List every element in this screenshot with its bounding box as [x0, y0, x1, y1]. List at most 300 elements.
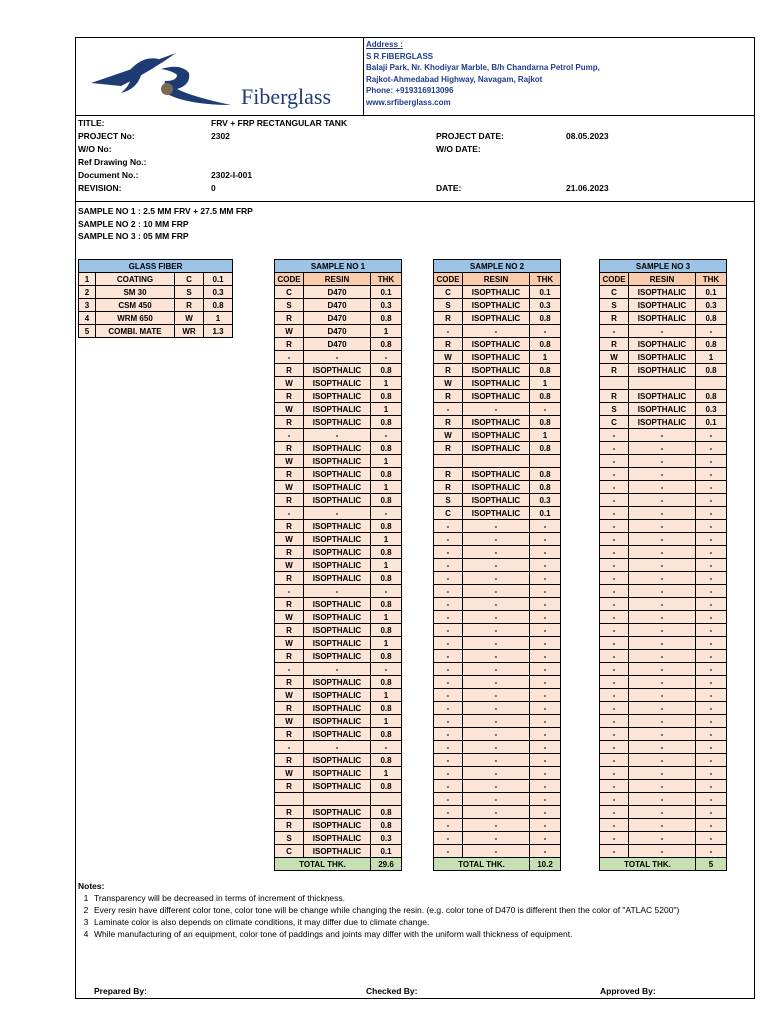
sample-row	[275, 832, 402, 845]
sample-cell: 0.8	[696, 364, 727, 377]
sample-cell: -	[530, 520, 561, 533]
sample-row	[434, 832, 561, 845]
prepared-by-label: Prepared By:	[94, 986, 147, 996]
sample-header-row	[275, 273, 402, 286]
sample-row	[600, 377, 727, 390]
sample-row	[600, 442, 727, 455]
glass-fiber-cell: 3	[79, 299, 96, 312]
sample-cell: 1	[371, 481, 402, 494]
sample-cell: -	[434, 598, 463, 611]
sample-cell: S	[275, 299, 304, 312]
sample-cell: ISOPTHALIC	[629, 351, 696, 364]
sample-row	[600, 351, 727, 364]
sample-cell: 0.8	[371, 494, 402, 507]
sample-cell: W	[275, 403, 304, 416]
sample-cell: -	[371, 741, 402, 754]
sample-cell: 1	[371, 403, 402, 416]
samples-description	[78, 205, 253, 243]
glass-fiber-row	[79, 312, 233, 325]
sample-cell: ISOPTHALIC	[304, 780, 371, 793]
total-row	[600, 858, 727, 871]
sample-cell	[696, 377, 727, 390]
note-text: Laminate color is also depends on climate conditions, it may differ due to climate change.	[94, 917, 430, 927]
sample-cell: -	[696, 533, 727, 546]
column-header: RESIN	[463, 273, 530, 286]
sample-cell: -	[629, 494, 696, 507]
sample-cell: -	[530, 767, 561, 780]
sample-cell: -	[434, 559, 463, 572]
note-item	[78, 904, 754, 916]
sample-cell: -	[463, 546, 530, 559]
sample-cell: R	[275, 780, 304, 793]
sample-cell: ISOPTHALIC	[304, 416, 371, 429]
sample-cell: -	[434, 845, 463, 858]
document-no-label: Document No.:	[78, 170, 139, 180]
column-header: THK	[371, 273, 402, 286]
sample-cell: ISOPTHALIC	[304, 403, 371, 416]
sample-cell: -	[600, 442, 629, 455]
sample-cell: ISOPTHALIC	[304, 468, 371, 481]
sample-row	[275, 715, 402, 728]
sample-row	[434, 715, 561, 728]
sample-row	[600, 598, 727, 611]
sample-row	[434, 754, 561, 767]
revision-label: REVISION:	[78, 183, 122, 193]
sample-cell: ISOPTHALIC	[304, 624, 371, 637]
sample-cell: -	[600, 728, 629, 741]
sample-row	[600, 429, 727, 442]
glass-fiber-cell: 0.8	[204, 299, 233, 312]
sample-row	[275, 286, 402, 299]
sample-cell: -	[600, 572, 629, 585]
address-line: www.srfiberglass.com	[366, 97, 451, 107]
sample-cell: -	[434, 715, 463, 728]
sample-row	[275, 403, 402, 416]
sample-row	[275, 338, 402, 351]
sample-cell: 0.3	[696, 299, 727, 312]
sample-cell	[371, 793, 402, 806]
sample-row	[434, 390, 561, 403]
sample-cell: ISOPTHALIC	[304, 390, 371, 403]
sample-row	[600, 715, 727, 728]
sample-row	[434, 624, 561, 637]
sample-cell: 0.8	[371, 468, 402, 481]
sample-cell: W	[275, 611, 304, 624]
sample-cell: ISOPTHALIC	[304, 832, 371, 845]
sample-row	[275, 455, 402, 468]
sample-cell: 0.8	[530, 312, 561, 325]
sample-row	[434, 377, 561, 390]
sample-cell: -	[629, 559, 696, 572]
sample-cell: -	[629, 793, 696, 806]
sample-cell: ISOPTHALIC	[629, 364, 696, 377]
sample-cell: R	[275, 806, 304, 819]
sample-row	[434, 676, 561, 689]
sample-cell: 0.8	[371, 806, 402, 819]
sample-cell: 0.8	[371, 364, 402, 377]
glass-fiber-cell: 1.3	[204, 325, 233, 338]
sample-cell: -	[304, 663, 371, 676]
sample-cell: 1	[371, 377, 402, 390]
sample-cell: -	[434, 832, 463, 845]
sample-cell: 0.8	[530, 390, 561, 403]
document-sheet	[75, 37, 755, 999]
sample-row	[434, 806, 561, 819]
sample-1-table	[274, 259, 402, 871]
sample-cell: 0.3	[530, 494, 561, 507]
sample-row	[275, 377, 402, 390]
sample-cell: W	[275, 481, 304, 494]
note-item	[78, 892, 754, 904]
glass-fiber-table	[78, 259, 233, 338]
sample-cell: -	[530, 624, 561, 637]
address-label: Address :	[366, 40, 403, 49]
sample-row	[275, 780, 402, 793]
sample-cell: ISOPTHALIC	[463, 390, 530, 403]
sample-row	[275, 650, 402, 663]
sample-cell: -	[696, 455, 727, 468]
sample-cell: 1	[530, 429, 561, 442]
sample-cell: -	[434, 637, 463, 650]
title-label: TITLE:	[78, 118, 105, 128]
sample-cell: 0.8	[371, 676, 402, 689]
sample-cell: -	[629, 533, 696, 546]
note-text: Transparency will be decreased in terms of increment of thickness.	[94, 893, 346, 903]
sample-row	[275, 819, 402, 832]
note-number: 2	[83, 905, 89, 915]
sample-cell: -	[600, 468, 629, 481]
sample-row	[600, 780, 727, 793]
sample-cell: -	[600, 663, 629, 676]
sample-cell: 0.1	[530, 507, 561, 520]
sample-row	[434, 663, 561, 676]
total-value: 5	[696, 858, 727, 871]
sample-cell: ISOPTHALIC	[463, 377, 530, 390]
sample-cell: D470	[304, 325, 371, 338]
sample-row	[600, 832, 727, 845]
sample-cell: -	[530, 559, 561, 572]
sample-row	[275, 806, 402, 819]
sample-cell: -	[696, 754, 727, 767]
sample-row	[600, 338, 727, 351]
sample-cell: -	[600, 455, 629, 468]
sr-logo-icon	[81, 41, 241, 111]
sample-row	[275, 390, 402, 403]
sample-cell: -	[629, 520, 696, 533]
sample-cell: -	[434, 663, 463, 676]
sample-cell: ISOPTHALIC	[304, 546, 371, 559]
sample-cell: -	[600, 624, 629, 637]
sample-2-table	[433, 259, 561, 871]
sample-description-line: SAMPLE NO 3 : 05 MM FRP	[78, 231, 189, 241]
sample-cell: -	[629, 754, 696, 767]
sample-cell: ISOPTHALIC	[304, 494, 371, 507]
sample-cell: -	[696, 819, 727, 832]
sample-title-row	[434, 260, 561, 273]
sample-cell: 0.8	[371, 312, 402, 325]
sample-cell: R	[275, 572, 304, 585]
sample-cell: -	[371, 351, 402, 364]
sample-cell: -	[600, 754, 629, 767]
sample-cell: ISOPTHALIC	[304, 533, 371, 546]
sample-cell: -	[629, 845, 696, 858]
sample-cell: -	[629, 442, 696, 455]
sample-row	[600, 364, 727, 377]
sample-row	[600, 676, 727, 689]
sample-cell: -	[696, 585, 727, 598]
sample-row	[600, 468, 727, 481]
sample-row	[434, 689, 561, 702]
sample-row	[275, 585, 402, 598]
sample-row	[434, 702, 561, 715]
sample-row	[600, 689, 727, 702]
document-header	[76, 38, 754, 116]
sample-cell: R	[275, 364, 304, 377]
column-header: CODE	[600, 273, 629, 286]
sample-cell: R	[434, 442, 463, 455]
sample-cell: -	[629, 650, 696, 663]
sample-row	[434, 741, 561, 754]
sample-cell: -	[275, 585, 304, 598]
sample-cell: R	[275, 728, 304, 741]
sample-cell: -	[696, 702, 727, 715]
column-header: RESIN	[304, 273, 371, 286]
sample-row	[434, 546, 561, 559]
sample-cell: 1	[371, 767, 402, 780]
sample-cell: ISOPTHALIC	[463, 364, 530, 377]
sample-row	[434, 611, 561, 624]
sample-cell: -	[434, 676, 463, 689]
glass-fiber-cell: SM 30	[96, 286, 175, 299]
notes-title: Notes:	[78, 881, 105, 891]
sample-cell: -	[600, 585, 629, 598]
sample-row	[275, 429, 402, 442]
sample-cell	[629, 377, 696, 390]
sample-cell: -	[629, 481, 696, 494]
sample-cell: -	[530, 611, 561, 624]
sample-row	[434, 364, 561, 377]
sample-cell: -	[530, 715, 561, 728]
sample-cell: -	[530, 676, 561, 689]
sample-row	[434, 819, 561, 832]
sample-cell: -	[530, 598, 561, 611]
sample-row	[275, 572, 402, 585]
sample-row	[600, 403, 727, 416]
sample-cell: -	[434, 741, 463, 754]
sample-cell: -	[696, 520, 727, 533]
sample-row	[600, 728, 727, 741]
note-text: While manufacturing of an equipment, color tone of paddings and joints may differ with the uniform wall thickness of equipment.	[94, 929, 573, 939]
sample-cell: R	[275, 702, 304, 715]
sample-cell: -	[530, 819, 561, 832]
sample-cell: -	[463, 598, 530, 611]
glass-fiber-cell: 1	[204, 312, 233, 325]
sample-cell: -	[530, 663, 561, 676]
sample-row	[275, 364, 402, 377]
sample-cell: ISOPTHALIC	[629, 403, 696, 416]
company-logo	[76, 38, 364, 115]
sample-cell: 1	[371, 689, 402, 702]
sample-cell	[434, 455, 463, 468]
title-value: FRV + FRP RECTANGULAR TANK	[211, 118, 348, 128]
sample-row	[275, 312, 402, 325]
sample-row	[275, 468, 402, 481]
sample-cell: -	[463, 780, 530, 793]
project-date-label: PROJECT DATE:	[436, 131, 504, 141]
sample-cell: -	[434, 780, 463, 793]
sample-cell: R	[434, 338, 463, 351]
sample-cell: -	[696, 767, 727, 780]
sample-row	[275, 520, 402, 533]
sample-cell: ISOPTHALIC	[304, 559, 371, 572]
sample-cell: 0.8	[530, 364, 561, 377]
sample-cell: 1	[530, 377, 561, 390]
sample-cell: -	[629, 429, 696, 442]
sample-cell: 1	[371, 455, 402, 468]
sample-cell: R	[275, 650, 304, 663]
address-line: S R FIBERGLASS	[366, 51, 434, 61]
sample-cell: -	[629, 689, 696, 702]
sample-row	[434, 728, 561, 741]
sample-cell: -	[463, 689, 530, 702]
sample-cell: -	[530, 546, 561, 559]
sample-cell: -	[600, 637, 629, 650]
sample-cell: -	[629, 806, 696, 819]
sample-cell: -	[463, 572, 530, 585]
total-row	[434, 858, 561, 871]
note-item	[78, 916, 754, 928]
sample-row	[275, 533, 402, 546]
sample-cell: -	[275, 663, 304, 676]
note-text: Every resin have different color tone, color tone will be change while changing the resin. (e.g. color tone of D470 is different then the color of "ATLAC 5200")	[94, 905, 680, 915]
sample-cell: 1	[371, 637, 402, 650]
sample-cell: R	[600, 338, 629, 351]
sample-cell: -	[600, 650, 629, 663]
sample-row	[434, 403, 561, 416]
sample-cell: 0.8	[696, 312, 727, 325]
sample-row	[275, 624, 402, 637]
sample-cell: -	[696, 728, 727, 741]
sample-cell: 1	[371, 559, 402, 572]
sample-cell: W	[434, 429, 463, 442]
sample-row	[600, 845, 727, 858]
sample-row	[434, 559, 561, 572]
sample-cell: -	[696, 507, 727, 520]
sample-row	[275, 637, 402, 650]
project-date-value: 08.05.2023	[566, 131, 609, 141]
sample-cell: 0.8	[696, 338, 727, 351]
date-value: 21.06.2023	[566, 183, 609, 193]
sample-cell: -	[434, 793, 463, 806]
approved-by-label: Approved By:	[600, 986, 656, 996]
sample-cell: R	[600, 364, 629, 377]
sample-cell: -	[629, 325, 696, 338]
sample-cell: ISOPTHALIC	[304, 598, 371, 611]
sample-row	[600, 767, 727, 780]
sample-cell: -	[463, 806, 530, 819]
sample-cell: -	[629, 624, 696, 637]
sample-description-line: SAMPLE NO 2 : 10 MM FRP	[78, 218, 189, 229]
sample-cell: -	[463, 676, 530, 689]
sample-cell: C	[600, 286, 629, 299]
sample-cell: -	[275, 741, 304, 754]
sample-cell: ISOPTHALIC	[304, 715, 371, 728]
sample-cell: W	[275, 715, 304, 728]
glass-fiber-cell: 5	[79, 325, 96, 338]
sample-cell: -	[530, 845, 561, 858]
sample-cell: ISOPTHALIC	[304, 845, 371, 858]
sample-cell: ISOPTHALIC	[304, 455, 371, 468]
project-no-label: PROJECT No:	[78, 131, 135, 141]
sample-cell: W	[600, 351, 629, 364]
sample-cell: -	[434, 325, 463, 338]
sample-row	[434, 455, 561, 468]
sample-cell: ISOPTHALIC	[304, 819, 371, 832]
sample-cell: 0.8	[371, 390, 402, 403]
sample-cell: -	[629, 702, 696, 715]
sample-cell: ISOPTHALIC	[304, 364, 371, 377]
sample-description-line: SAMPLE NO 1 : 2.5 MM FRV + 27.5 MM FRP	[78, 206, 253, 216]
sample-row	[275, 481, 402, 494]
sample-cell: W	[275, 559, 304, 572]
sample-cell: -	[530, 793, 561, 806]
sample-cell: R	[434, 390, 463, 403]
sample-cell: 0.8	[371, 520, 402, 533]
sample-row	[600, 325, 727, 338]
sample-row	[434, 481, 561, 494]
sample-row	[275, 507, 402, 520]
address-line: Balaji Park, Nr. Khodiyar Marble, B/h Chandarna Petrol Pump,	[366, 63, 600, 72]
sample-cell: -	[696, 793, 727, 806]
sample-cell: W	[434, 351, 463, 364]
sample-cell: ISOPTHALIC	[463, 351, 530, 364]
sample-cell: -	[696, 637, 727, 650]
note-number: 4	[83, 929, 89, 939]
sample-cell: -	[530, 702, 561, 715]
sample-row	[275, 767, 402, 780]
sample-cell: -	[463, 741, 530, 754]
sample-row	[600, 286, 727, 299]
sample-cell: -	[434, 585, 463, 598]
sample-cell: 0.8	[371, 650, 402, 663]
sample-cell: W	[275, 455, 304, 468]
sample-cell: ISOPTHALIC	[304, 650, 371, 663]
sample-cell: -	[371, 429, 402, 442]
sample-row	[600, 572, 727, 585]
sample-cell: R	[275, 520, 304, 533]
sample-cell: R	[600, 312, 629, 325]
sample-title: SAMPLE NO 3	[600, 260, 727, 273]
sample-cell: 0.3	[371, 832, 402, 845]
sample-row	[600, 754, 727, 767]
sample-cell: -	[696, 559, 727, 572]
sample-row	[600, 481, 727, 494]
sample-cell: ISOPTHALIC	[629, 312, 696, 325]
sample-cell: -	[696, 624, 727, 637]
sample-cell: -	[463, 520, 530, 533]
sample-cell: -	[434, 546, 463, 559]
sample-cell: W	[434, 377, 463, 390]
sample-row	[434, 325, 561, 338]
sample-cell: ISOPTHALIC	[463, 494, 530, 507]
glass-fiber-cell: 4	[79, 312, 96, 325]
sample-cell: -	[530, 403, 561, 416]
glass-fiber-cell: COMBI. MATE	[96, 325, 175, 338]
sample-row	[434, 845, 561, 858]
sample-cell: -	[434, 728, 463, 741]
sample-cell: -	[530, 689, 561, 702]
sample-cell: W	[275, 637, 304, 650]
